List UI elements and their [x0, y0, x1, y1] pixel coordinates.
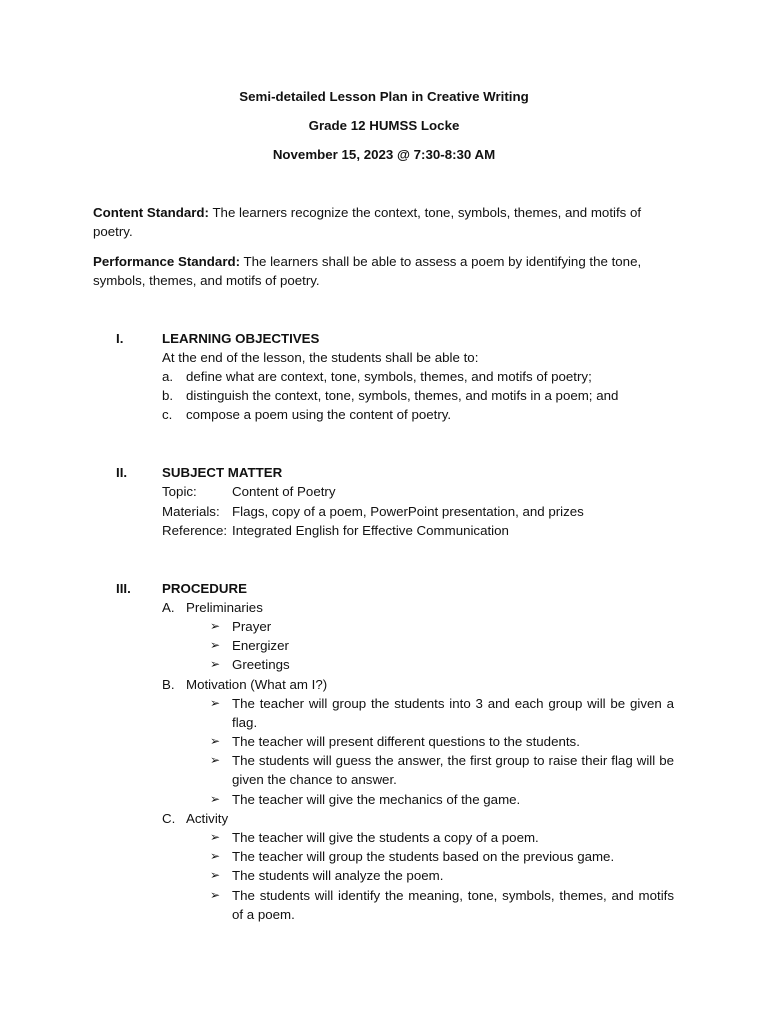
- list-marker: a.: [162, 369, 174, 384]
- bullet-text: Greetings: [232, 657, 290, 672]
- bullet-text: The students will identify the meaning, tone, symbols, themes, and motifs of a poem.: [232, 888, 674, 923]
- objectives-intro: At the end of the lesson, the students shall be able to:: [162, 350, 479, 365]
- section-numeral: I.: [116, 331, 124, 346]
- reference-value: Integrated English for Effective Communication: [232, 523, 509, 538]
- topic-value: Content of Poetry: [232, 484, 336, 499]
- bullet-text: The students will guess the answer, the first group to raise their flag will be given the chance to answer.: [232, 753, 674, 788]
- topic-label: Topic:: [162, 484, 197, 499]
- arrow-bullet-icon: ➢: [210, 696, 221, 710]
- subsection-title: Activity: [186, 811, 229, 826]
- bullet-text: The teacher will give the students a copy of a poem.: [232, 830, 539, 845]
- bullet-text: The teacher will group the students based on the previous game.: [232, 849, 615, 864]
- bullet-text: The students will analyze the poem.: [232, 868, 444, 883]
- list-marker: b.: [162, 388, 174, 403]
- materials-value: Flags, copy of a poem, PowerPoint presentation, and prizes: [232, 504, 584, 519]
- section-heading: PROCEDURE: [162, 581, 247, 596]
- performance-standard-label: Performance Standard:: [93, 254, 241, 269]
- reference-label: Reference:: [162, 523, 228, 538]
- arrow-bullet-icon: ➢: [210, 657, 221, 671]
- arrow-bullet-icon: ➢: [210, 638, 221, 652]
- bullet-text: The teacher will present different questions to the students.: [232, 734, 580, 749]
- arrow-bullet-icon: ➢: [210, 753, 221, 767]
- content-standard-text: The learners recognize the context, tone, symbols, themes, and motifs of poetry.: [93, 205, 642, 240]
- arrow-bullet-icon: ➢: [210, 619, 221, 633]
- list-item: distinguish the context, tone, symbols, themes, and motifs in a poem; and: [186, 388, 619, 403]
- subsection-marker: B.: [162, 677, 175, 692]
- content-standard-label: Content Standard:: [93, 205, 209, 220]
- bullet-text: The teacher will group the students into 3 and each group will be given a flag.: [232, 696, 674, 731]
- subsection-title: Preliminaries: [186, 600, 263, 615]
- section-numeral: III.: [116, 581, 131, 596]
- document-title: Semi-detailed Lesson Plan in Creative Writing: [239, 89, 529, 104]
- arrow-bullet-icon: ➢: [210, 868, 221, 882]
- section-heading: LEARNING OBJECTIVES: [162, 331, 320, 346]
- arrow-bullet-icon: ➢: [210, 792, 221, 806]
- subsection-marker: C.: [162, 811, 176, 826]
- materials-label: Materials:: [162, 504, 220, 519]
- section-numeral: II.: [116, 465, 128, 480]
- subsection-marker: A.: [162, 600, 175, 615]
- arrow-bullet-icon: ➢: [210, 849, 221, 863]
- section-heading: SUBJECT MATTER: [162, 465, 283, 480]
- date-line: November 15, 2023 @ 7:30-8:30 AM: [272, 147, 496, 162]
- bullet-text: The teacher will give the mechanics of the game.: [232, 792, 521, 807]
- arrow-bullet-icon: ➢: [210, 734, 221, 748]
- subsection-title: Motivation (What am I?): [186, 677, 328, 692]
- bullet-text: Energizer: [232, 638, 289, 653]
- grade-line: Grade 12 HUMSS Locke: [308, 118, 460, 133]
- arrow-bullet-icon: ➢: [210, 888, 221, 902]
- performance-standard-text: The learners shall be able to assess a poem by identifying the tone, symbols, themes, and motifs of poetry.: [93, 254, 642, 289]
- performance-standard: [93, 252, 675, 291]
- list-marker: c.: [162, 407, 173, 422]
- bullet-text: Prayer: [232, 619, 272, 634]
- list-item: compose a poem using the content of poetry.: [186, 407, 452, 422]
- content-standard: [93, 203, 675, 242]
- arrow-bullet-icon: ➢: [210, 830, 221, 844]
- list-item: define what are context, tone, symbols, themes, and motifs of poetry;: [186, 369, 592, 384]
